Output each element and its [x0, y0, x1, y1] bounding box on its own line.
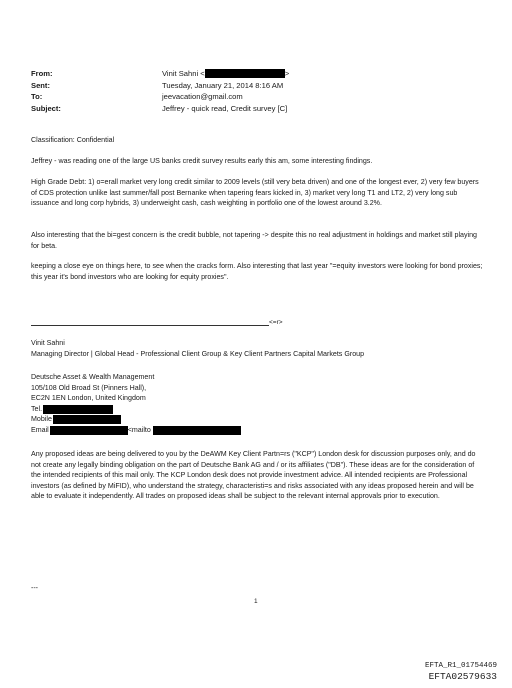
tel-row — [31, 404, 241, 415]
subject-row — [31, 103, 289, 115]
sent-value: Tuesday, January 21, 2014 8:16 AM — [162, 80, 284, 90]
footer-references — [425, 662, 497, 682]
signature-block — [31, 338, 364, 359]
to-label: To: — [31, 92, 43, 102]
address-line-2: EC2N 1EN London, United Kingdom — [31, 394, 146, 403]
classification-line: Classification: Confidential — [31, 136, 115, 144]
mobile-label: Mobile — [31, 415, 52, 424]
from-label: From: — [31, 69, 53, 78]
subject-label: Subject: — [31, 103, 61, 113]
paragraph-intro: Jeffrey - was reading one of the large US banks credit survey results early this am, some interesting findings. — [31, 157, 373, 165]
sent-row — [31, 80, 289, 92]
signature-name: Vinit Sahni — [31, 339, 65, 347]
email-header — [31, 68, 289, 114]
redaction-block — [43, 405, 113, 414]
divider-marker: <=r> — [269, 319, 283, 326]
to-row — [31, 91, 289, 103]
from-value: Vinit Sahni < — [162, 69, 205, 78]
redaction-block — [205, 69, 285, 78]
mobile-row — [31, 414, 241, 425]
mailto-text: <mailto — [127, 425, 151, 434]
paragraph-cracks: keeping a close eye on things here, to see when the cracks form. Also interesting that last year "=equity investors were looking for bond proxies; this year it's bond investors who are looking for equity proxies". — [31, 262, 483, 281]
disclaimer-paragraph: Any proposed ideas are being delivered to you by the DeAWM Key Client Partn=rs ("KCP") London desk for discussion purposes only, and do not create any legally binding obligation on the part of Deutsche Bank AG and / or its affiliates ("DB"). These ideas are for the consideration of the intended recipients of this mail only. The KCP London desk does not provide investment advice. All intended recipients are Professional investors (as defined by MiFID), who understand the strategy, characteristi=s and risks associated with any ideas proposed herein and will be able to evaluate it independently. All trades on proposed ideas shall be subject to the relevant internal approvals prior to execution. — [31, 450, 476, 501]
paragraph-credit-bubble: Also interesting that the bi=gest concern is the credit bubble, not tapering -> despite this no real adjustment in holdings and market still playing for beta. — [31, 231, 477, 250]
separator-dashes: --- — [31, 585, 38, 592]
to-value[interactable]: jeevacation@gmail.com — [162, 92, 243, 102]
address-block — [31, 372, 241, 436]
redaction-block — [50, 426, 128, 435]
footer-ref-1: EFTA_R1_01754469 — [424, 662, 497, 670]
redaction-block — [153, 426, 241, 435]
paragraph-high-grade-debt: High Grade Debt: 1) o=erall market very long credit similar to 2009 levels (still very beta driven) and one of the longest ever, 2) very few buyers of CDS protection unlike last summer/fall post Bernanke when tapering fears kicked in, 3) market very long T1 and LT2, 2) very long sub issuance and long corp hybrids, 3) underweight cash, cash weighting in portfolio one of the lowest around 3.2%. — [31, 178, 479, 208]
email-label: Email — [31, 425, 49, 434]
company-name: Deutsche Asset & Wealth Management — [31, 373, 155, 381]
email-row — [31, 425, 241, 436]
footer-ref-2: EFTA02579633 — [428, 671, 497, 682]
address-line-1: 105/108 Old Broad St (Pinners Hall), — [31, 383, 147, 392]
sent-label: Sent: — [31, 80, 50, 90]
tel-label: Tel. — [31, 404, 43, 413]
subject-value: Jeffrey - quick read, Credit survey [C] — [162, 103, 288, 113]
divider-line — [31, 325, 269, 326]
from-suffix: > — [284, 69, 290, 78]
page-number: 1 — [254, 598, 258, 605]
signature-title: Managing Director | Global Head - Professional Client Group & Key Client Partners Capital Markets Group — [31, 349, 365, 358]
from-row — [31, 68, 289, 80]
redaction-block — [53, 415, 121, 424]
